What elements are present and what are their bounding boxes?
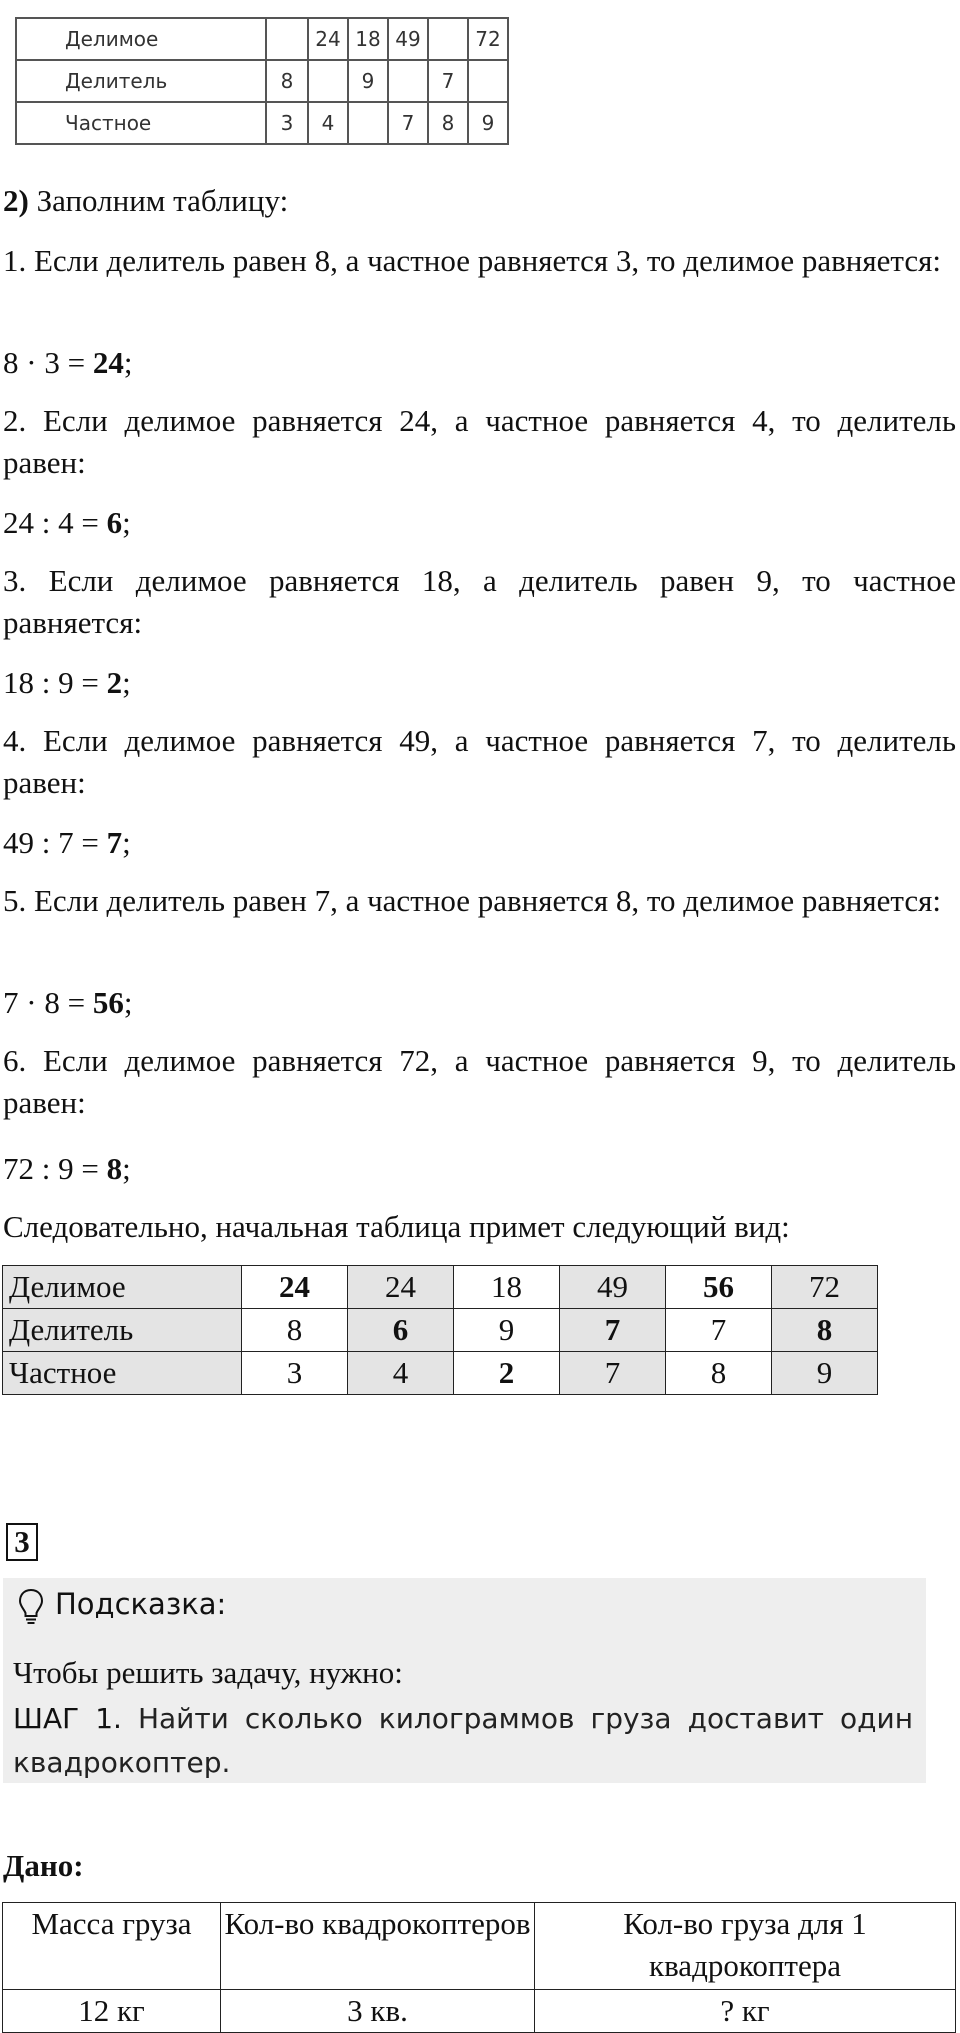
step-expression xyxy=(3,1148,956,1190)
result-cell: 2 xyxy=(454,1352,560,1395)
result-cell: 8 xyxy=(242,1309,348,1352)
result: 2 xyxy=(106,665,123,700)
result-cell: 4 xyxy=(348,1352,454,1395)
step-text: 6. Если делимое равняется 72, а частное равняется 9, то делитель равен: xyxy=(3,1043,956,1120)
result-cell: 6 xyxy=(348,1309,454,1352)
result-row-quotient xyxy=(3,1352,878,1395)
scan-row-quotient xyxy=(16,102,508,144)
scan-label: Частное xyxy=(16,102,266,144)
scan-cell: 9 xyxy=(468,102,508,144)
section-number: 2) xyxy=(3,183,29,218)
expr: 7 · 8 = xyxy=(3,985,93,1020)
step-text: 5. Если делитель равен 7, а частное равняется 8, то делимое равняется: xyxy=(3,883,941,918)
hint-step xyxy=(13,1697,913,1785)
scan-cell: 49 xyxy=(388,18,428,60)
scan-label: Делимое xyxy=(16,18,266,60)
section-intro xyxy=(3,180,956,222)
step-text: 1. Если делитель равен 8, а частное равняется 3, то делимое равняется: xyxy=(3,243,941,278)
scan-cell: 8 xyxy=(428,102,468,144)
scan-cell xyxy=(388,60,428,102)
end: ; xyxy=(123,345,133,380)
result-cell: 18 xyxy=(454,1266,560,1309)
result: 56 xyxy=(92,985,124,1020)
end: ; xyxy=(122,825,131,860)
result-label: Делимое xyxy=(3,1266,242,1309)
scan-cell: 72 xyxy=(468,18,508,60)
result-table xyxy=(2,1265,878,1395)
result-cell: 7 xyxy=(560,1352,666,1395)
expr: 49 : 7 = xyxy=(3,825,107,860)
hint-title: Подсказка: xyxy=(55,1587,227,1621)
result: 8 xyxy=(106,1151,123,1186)
scan-cell: 7 xyxy=(388,102,428,144)
result-cell: 56 xyxy=(666,1266,772,1309)
step-text: 2. Если делимое равняется 24, а частное равняется 4, то делитель равен: xyxy=(3,403,956,480)
step-expression xyxy=(3,502,956,544)
result-cell: 3 xyxy=(242,1352,348,1395)
result-cell: 49 xyxy=(560,1266,666,1309)
end: ; xyxy=(123,985,133,1020)
end: ; xyxy=(122,1151,131,1186)
conclusion-text: Следовательно, начальная таблица примет следующий вид: xyxy=(3,1209,790,1244)
scan-cell: 18 xyxy=(348,18,388,60)
step-text: 3. Если делимое равняется 18, а делитель равен 9, то частное равняется: xyxy=(3,563,956,640)
result-label: Частное xyxy=(3,1352,242,1395)
scan-cell: 3 xyxy=(266,102,308,144)
result-row-dividend xyxy=(3,1266,878,1309)
result-cell: 72 xyxy=(772,1266,878,1309)
result-cell: 24 xyxy=(348,1266,454,1309)
scan-label: Делитель xyxy=(16,60,266,102)
result: 24 xyxy=(92,345,124,380)
given-header: Кол-во квадрокоптеров xyxy=(221,1903,535,1990)
scan-cell: 8 xyxy=(266,60,308,102)
result-cell: 9 xyxy=(772,1352,878,1395)
hint-intro: Чтобы решить задачу, нужно: xyxy=(13,1655,403,1690)
given-header: Кол-во груза для 1 квадрокоптера xyxy=(535,1903,956,1990)
result-cell: 7 xyxy=(560,1309,666,1352)
end: ; xyxy=(122,505,131,540)
result-cell: 8 xyxy=(772,1309,878,1352)
result: 6 xyxy=(106,505,123,540)
step-label: ШАГ 1. xyxy=(13,1702,122,1735)
expr: 72 : 9 = xyxy=(3,1151,107,1186)
scan-cell xyxy=(348,102,388,144)
step-expression xyxy=(3,822,956,864)
intro-text: Заполним таблицу: xyxy=(36,183,289,218)
step-text: 4. Если делимое равняется 49, а частное равняется 7, то делитель равен: xyxy=(3,723,956,800)
scan-cell: 9 xyxy=(348,60,388,102)
result-cell: 24 xyxy=(242,1266,348,1309)
expr: 18 : 9 = xyxy=(3,665,107,700)
step-expression xyxy=(3,342,956,384)
scan-cell xyxy=(308,60,348,102)
scan-cell xyxy=(266,18,308,60)
end: ; xyxy=(122,665,131,700)
lightbulb-icon xyxy=(17,1587,45,1627)
given-cell: ? кг xyxy=(535,1990,956,2033)
scan-cell: 4 xyxy=(308,102,348,144)
result-cell: 8 xyxy=(666,1352,772,1395)
expr: 8 · 3 = xyxy=(3,345,93,380)
result-cell: 7 xyxy=(666,1309,772,1352)
given-table xyxy=(2,1902,956,2033)
given-cell: 3 кв. xyxy=(221,1990,535,2033)
scan-cell: 24 xyxy=(308,18,348,60)
step-text: Найти сколько килограммов груза доставит один квадрокоптер. xyxy=(13,1702,913,1779)
scan-cell: 7 xyxy=(428,60,468,102)
expr: 24 : 4 = xyxy=(3,505,107,540)
given-label: Дано: xyxy=(3,1848,84,1883)
step-expression xyxy=(3,662,956,704)
given-header-row xyxy=(3,1903,956,1990)
task-number: 3 xyxy=(6,1523,38,1561)
scan-row-dividend xyxy=(16,18,508,60)
result-cell: 9 xyxy=(454,1309,560,1352)
result-row-divisor xyxy=(3,1309,878,1352)
given-header: Масса груза xyxy=(3,1903,221,1990)
scan-table xyxy=(15,17,509,145)
given-cell: 12 кг xyxy=(3,1990,221,2033)
result-label: Делитель xyxy=(3,1309,242,1352)
scan-cell xyxy=(468,60,508,102)
given-data-row xyxy=(3,1990,956,2033)
result: 7 xyxy=(106,825,123,860)
scan-cell xyxy=(428,18,468,60)
step-expression xyxy=(3,982,956,1024)
scan-row-divisor xyxy=(16,60,508,102)
